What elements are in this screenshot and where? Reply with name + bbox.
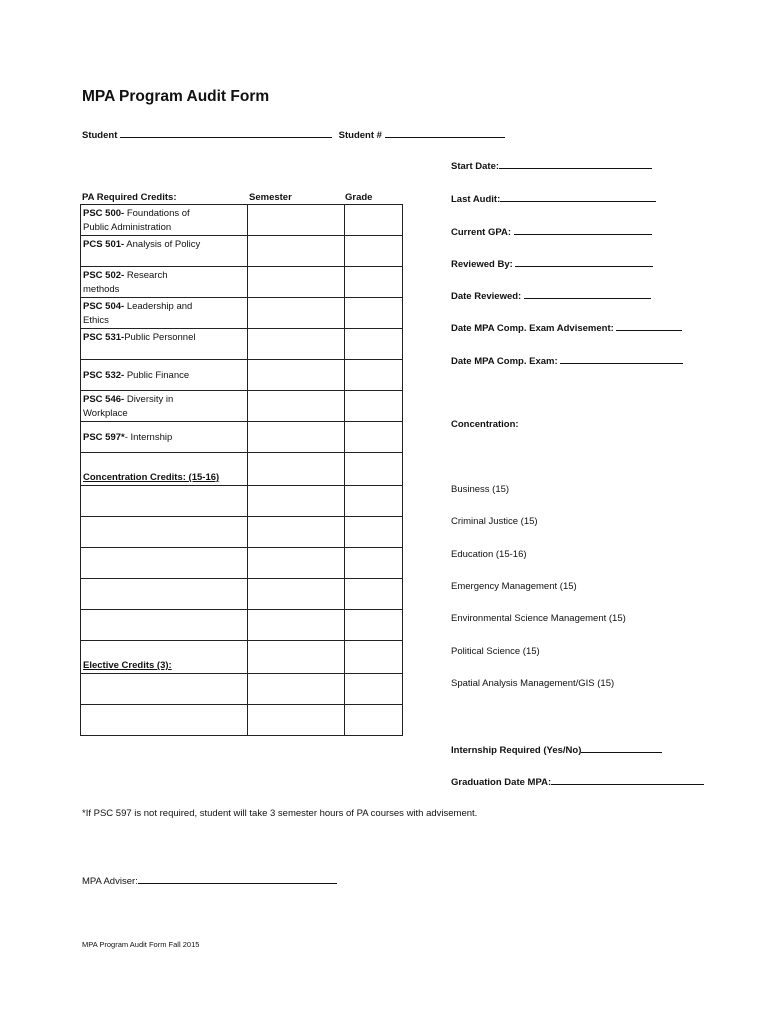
- reviewed-by-label: Reviewed By:: [451, 259, 513, 270]
- student-field[interactable]: [82, 128, 505, 141]
- semester-cell[interactable]: [248, 705, 345, 736]
- grade-cell[interactable]: [345, 517, 403, 548]
- grade-cell[interactable]: [345, 391, 403, 422]
- reviewed-by-line: [515, 257, 653, 267]
- semester-cell[interactable]: [248, 267, 345, 298]
- table-row: [81, 579, 403, 610]
- course-cell: PSC 597*- Internship: [81, 422, 248, 453]
- concentration-business: Business (15): [451, 484, 510, 495]
- table-row: [81, 486, 403, 517]
- semester-cell[interactable]: [248, 422, 345, 453]
- course-cell[interactable]: [81, 579, 248, 610]
- course-cell: PSC 504- Leadership and Ethics: [81, 298, 248, 329]
- current-gpa-label: Current GPA:: [451, 227, 511, 238]
- grade-cell[interactable]: [345, 267, 403, 298]
- date-reviewed-field[interactable]: [451, 289, 651, 302]
- comp-exam-advisement-field[interactable]: [451, 321, 682, 334]
- semester-cell[interactable]: [248, 329, 345, 360]
- internship-required-field[interactable]: [451, 743, 662, 756]
- grade-cell[interactable]: [345, 610, 403, 641]
- semester-cell[interactable]: [248, 453, 345, 486]
- course-cell: PSC 532- Public Finance: [81, 360, 248, 391]
- table-row: [81, 391, 403, 422]
- table-row: [81, 267, 403, 298]
- grade-cell[interactable]: [345, 360, 403, 391]
- table-row: [81, 329, 403, 360]
- semester-cell[interactable]: [248, 360, 345, 391]
- course-cell[interactable]: [81, 705, 248, 736]
- credits-table: [80, 204, 403, 736]
- table-row: [81, 360, 403, 391]
- table-row: [81, 705, 403, 736]
- date-reviewed-label: Date Reviewed:: [451, 291, 522, 302]
- internship-required-label: Internship Required (Yes/No): [451, 745, 582, 756]
- grade-cell[interactable]: [345, 486, 403, 517]
- course-cell[interactable]: [81, 486, 248, 517]
- table-row: [81, 422, 403, 453]
- student-label: Student: [82, 130, 118, 141]
- course-cell[interactable]: [81, 517, 248, 548]
- comp-exam-label: Date MPA Comp. Exam:: [451, 356, 558, 367]
- semester-header: Semester: [249, 192, 292, 203]
- start-date-line: [499, 159, 652, 169]
- graduation-date-field[interactable]: [451, 775, 704, 788]
- footnote: *If PSC 597 is not required, student will take 3 semester hours of PA courses with advisement.: [82, 808, 478, 819]
- concentration-heading: Concentration:: [451, 419, 519, 430]
- student-number-label: Student #: [338, 130, 382, 141]
- grade-header: Grade: [345, 192, 373, 203]
- semester-cell[interactable]: [248, 674, 345, 705]
- concentration-criminal-justice: Criminal Justice (15): [451, 516, 538, 527]
- grade-cell[interactable]: [345, 329, 403, 360]
- course-cell: PSC 546- Diversity in Workplace: [81, 391, 248, 422]
- course-cell: PCS 501- Analysis of Policy: [81, 236, 248, 267]
- student-number-line: [385, 128, 505, 138]
- course-cell: PSC 502- Research methods: [81, 267, 248, 298]
- concentration-environmental-science: Environmental Science Management (15): [451, 613, 626, 624]
- concentration-political-science: Political Science (15): [451, 646, 540, 657]
- semester-cell[interactable]: [248, 486, 345, 517]
- last-audit-line: [500, 192, 656, 202]
- start-date-label: Start Date:: [451, 161, 500, 172]
- semester-cell[interactable]: [248, 517, 345, 548]
- course-cell[interactable]: [81, 610, 248, 641]
- required-credits-header: PA Required Credits:: [82, 192, 177, 203]
- table-row: [81, 674, 403, 705]
- graduation-date-label: Graduation Date MPA:: [451, 777, 552, 788]
- student-line: [120, 128, 332, 138]
- grade-cell[interactable]: [345, 705, 403, 736]
- graduation-date-line: [551, 775, 704, 785]
- table-row: [81, 205, 403, 236]
- adviser-line: [138, 874, 337, 884]
- current-gpa-line: [514, 225, 652, 235]
- semester-cell[interactable]: [248, 205, 345, 236]
- grade-cell[interactable]: [345, 548, 403, 579]
- table-row: [81, 298, 403, 329]
- grade-cell[interactable]: [345, 422, 403, 453]
- grade-cell[interactable]: [345, 641, 403, 674]
- comp-exam-field[interactable]: [451, 354, 683, 367]
- semester-cell[interactable]: [248, 641, 345, 674]
- table-row: [81, 517, 403, 548]
- table-row: [81, 236, 403, 267]
- table-row: [81, 548, 403, 579]
- comp-exam-line: [560, 354, 683, 364]
- semester-cell[interactable]: [248, 391, 345, 422]
- comp-exam-advisement-label: Date MPA Comp. Exam Advisement:: [451, 323, 614, 334]
- semester-cell[interactable]: [248, 579, 345, 610]
- current-gpa-field[interactable]: [451, 225, 652, 238]
- semester-cell[interactable]: [248, 298, 345, 329]
- concentration-emergency-management: Emergency Management (15): [451, 581, 577, 592]
- comp-exam-advisement-line: [616, 321, 682, 331]
- table-row: [81, 453, 403, 486]
- course-cell: PSC 531-Public Personnel: [81, 329, 248, 360]
- grade-cell[interactable]: [345, 453, 403, 486]
- adviser-label: MPA Adviser:: [82, 876, 138, 887]
- elective-credits-label: Elective Credits (3):: [83, 660, 172, 671]
- semester-cell[interactable]: [248, 610, 345, 641]
- internship-required-line: [581, 743, 662, 753]
- grade-cell[interactable]: [345, 674, 403, 705]
- date-reviewed-line: [524, 289, 651, 299]
- semester-cell[interactable]: [248, 236, 345, 267]
- start-date-field[interactable]: [451, 159, 652, 172]
- page-footer: MPA Program Audit Form Fall 2015: [82, 940, 200, 949]
- concentration-credits-label: Concentration Credits: (15-16): [83, 472, 220, 483]
- grade-cell[interactable]: [345, 298, 403, 329]
- adviser-field[interactable]: [82, 874, 337, 887]
- table-row: [81, 641, 403, 674]
- course-cell[interactable]: [81, 548, 248, 579]
- last-audit-field[interactable]: [451, 192, 656, 205]
- course-cell: PSC 500- Foundations of Public Administration: [81, 205, 248, 236]
- reviewed-by-field[interactable]: [451, 257, 653, 270]
- section-label-cell: [81, 453, 248, 486]
- semester-cell[interactable]: [248, 548, 345, 579]
- grade-cell[interactable]: [345, 236, 403, 267]
- grade-cell[interactable]: [345, 579, 403, 610]
- page-title: MPA Program Audit Form: [82, 88, 270, 105]
- last-audit-label: Last Audit:: [451, 194, 501, 205]
- concentration-spatial-analysis: Spatial Analysis Management/GIS (15): [451, 678, 615, 689]
- concentration-education: Education (15-16): [451, 549, 527, 560]
- table-row: [81, 610, 403, 641]
- course-cell[interactable]: [81, 674, 248, 705]
- grade-cell[interactable]: [345, 205, 403, 236]
- section-label-cell: [81, 641, 248, 674]
